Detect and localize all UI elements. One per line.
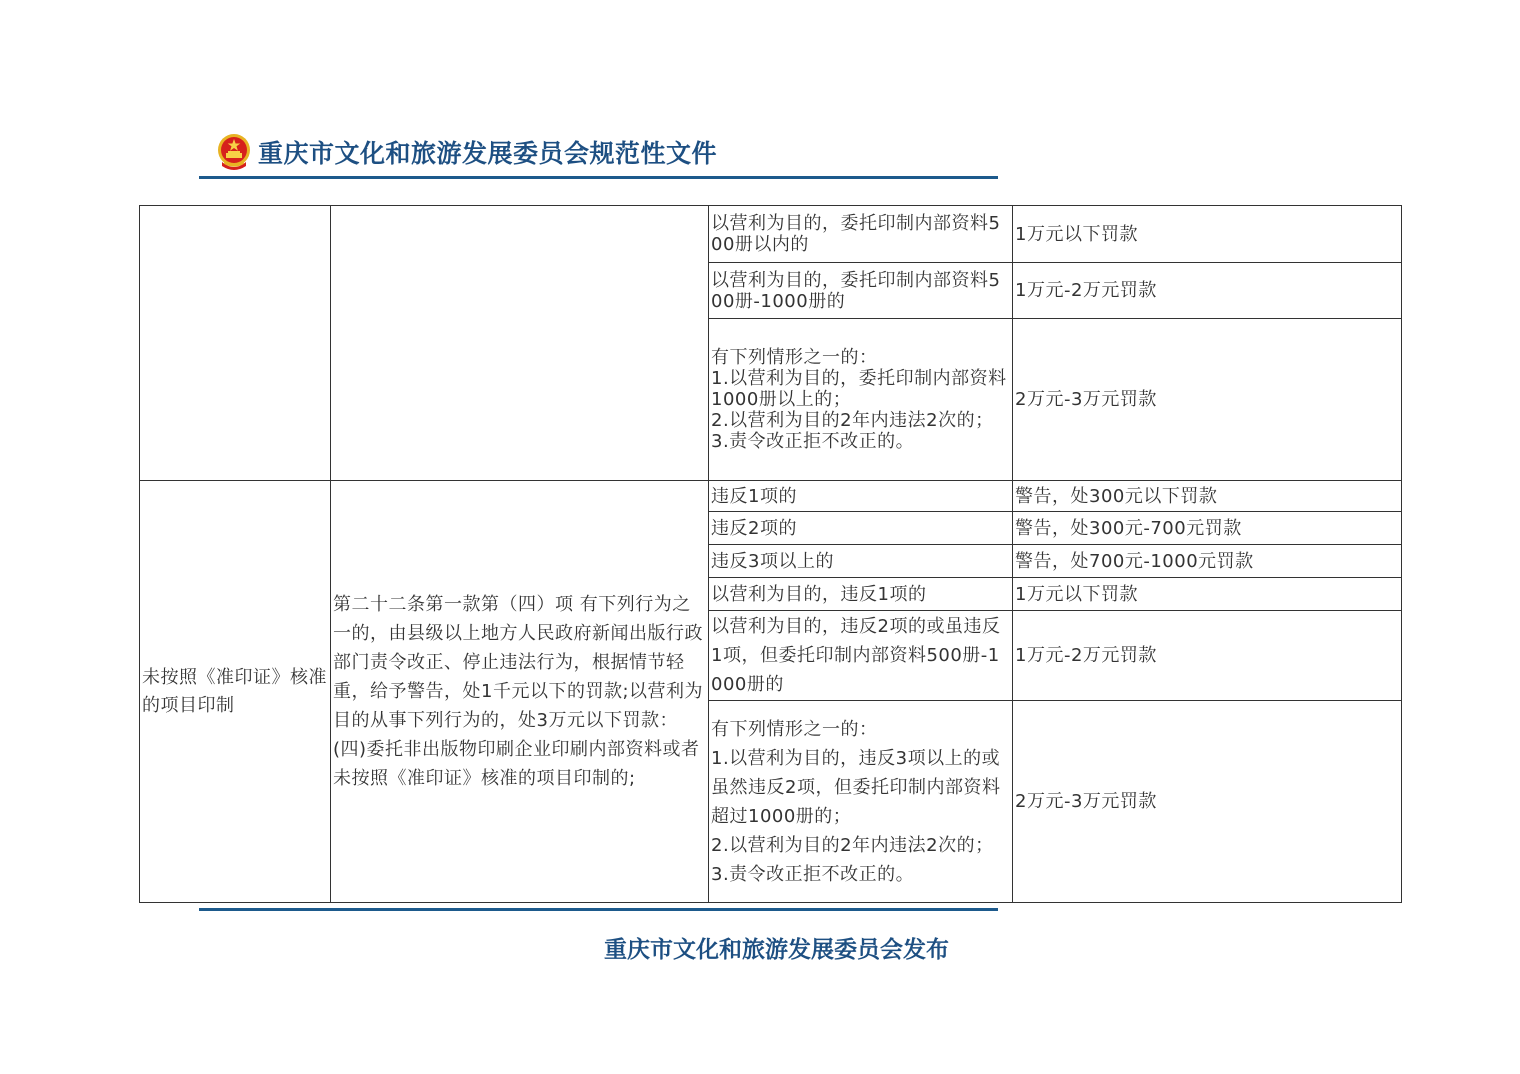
- document-header: [216, 131, 717, 173]
- condition-cell: 以营利为目的，违反2项的或虽违反1项，但委托印制内部资料500册-1000册的: [709, 611, 1013, 701]
- penalty-cell: 2万元-3万元罚款: [1013, 319, 1402, 481]
- header-rule: [199, 176, 998, 179]
- penalty-cell: 2万元-3万元罚款: [1013, 701, 1402, 903]
- penalty-table: [139, 205, 1402, 903]
- condition-cell: 有下列情形之一的： 1.以营利为目的，违反3项以上的或虽然违反2项，但委托印制内部资料超过1000册的； 2.以营利为目的2年内违法2次的； 3.责令改正拒不改正的。: [709, 701, 1013, 903]
- penalty-cell: 1万元以下罚款: [1013, 578, 1402, 611]
- penalty-cell: 警告，处700元-1000元罚款: [1013, 545, 1402, 578]
- footer-title: 重庆市文化和旅游发展委员会发布: [604, 936, 949, 963]
- footer-rule: [199, 908, 998, 911]
- penalty-cell: 警告，处300元-700元罚款: [1013, 512, 1402, 545]
- table-row: [140, 481, 1402, 512]
- condition-cell: 违反2项的: [709, 512, 1013, 545]
- penalty-cell: 1万元以下罚款: [1013, 206, 1402, 263]
- condition-cell: 以营利为目的，委托印制内部资料500册-1000册的: [709, 263, 1013, 319]
- condition-cell: 有下列情形之一的： 1.以营利为目的，委托印制内部资料1000册以上的； 2.以营利为目的2年内违法2次的； 3.责令改正拒不改正的。: [709, 319, 1013, 481]
- national-emblem-icon: [216, 132, 252, 172]
- condition-cell: 以营利为目的，违反1项的: [709, 578, 1013, 611]
- violation-cell: 未按照《准印证》核准的项目印制: [140, 481, 331, 903]
- header-title: 重庆市文化和旅游发展委员会规范性文件: [258, 139, 718, 168]
- condition-cell: 违反3项以上的: [709, 545, 1013, 578]
- condition-cell: 以营利为目的，委托印制内部资料500册以内的: [709, 206, 1013, 263]
- penalty-cell: 警告，处300元以下罚款: [1013, 481, 1402, 512]
- condition-cell: 违反1项的: [709, 481, 1013, 512]
- table-row: [140, 206, 1402, 263]
- law-cell: [331, 206, 709, 481]
- violation-cell: [140, 206, 331, 481]
- penalty-cell: 1万元-2万元罚款: [1013, 611, 1402, 701]
- law-cell: 第二十二条第一款第（四）项 有下列行为之一的，由县级以上地方人民政府新闻出版行政部门责令改正、停止违法行为，根据情节轻重，给予警告，处1千元以下的罚款;以营利为目的从事下列行为的，处3万元以下罚款：(四)委托非出版物印刷企业印刷内部资料或者未按照《准印证》核准的项目印制的;: [331, 481, 709, 903]
- penalty-cell: 1万元-2万元罚款: [1013, 263, 1402, 319]
